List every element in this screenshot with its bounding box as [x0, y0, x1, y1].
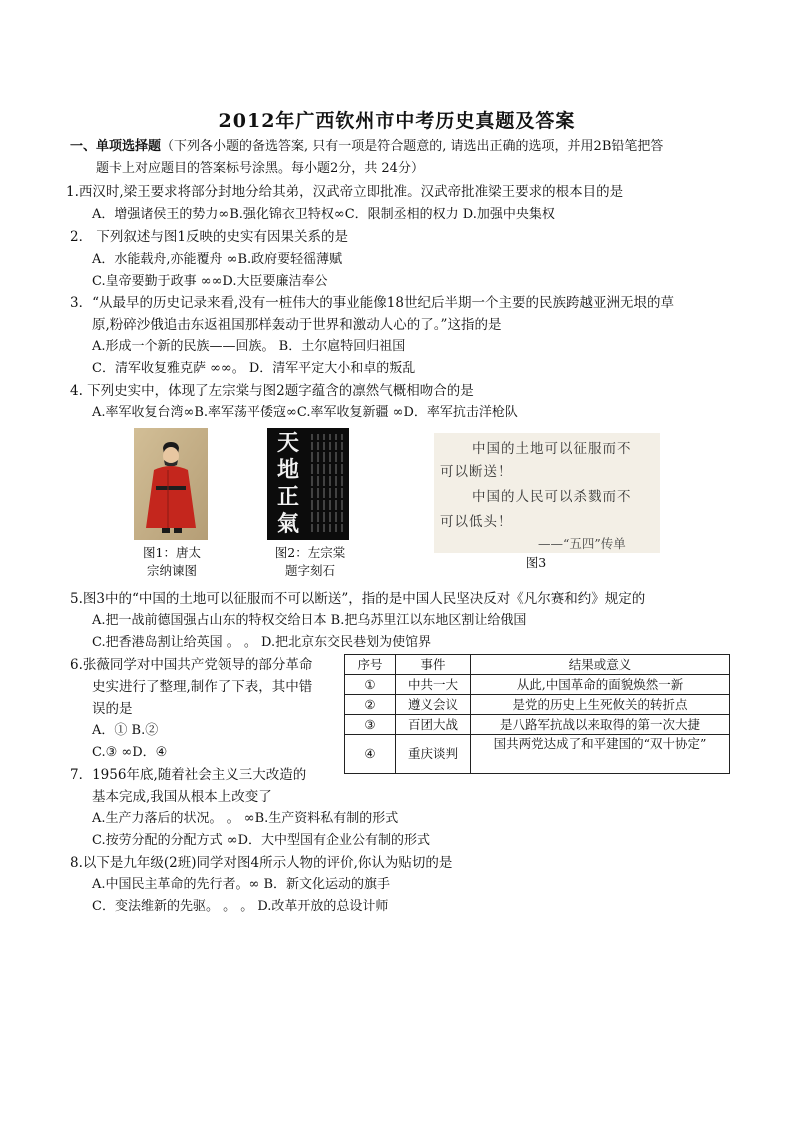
page-title: 2012年广西钦州市中考历史真题及答案 [218, 110, 576, 132]
question-6-stem: 6.张薇同学对中国共产党领导的部分革命 [70, 657, 313, 673]
question-3-options-cd: C．清军收复雅克萨 ∞∞。 D．清军平定大小和卓的叛乱 [92, 361, 416, 376]
table-cell-result: 是八路军抗战以来取得的第一次大捷 [471, 715, 730, 735]
figure-2-char-3: 正 [276, 484, 299, 510]
question-7-options-ab: A.生产力落后的状况。 。 ∞B.生产资料私有制的形式 [92, 811, 399, 826]
question-3-stem-cont: 原,粉碎沙俄追击东返祖国那样轰动于世界和激动人心的了。”这指的是 [92, 317, 502, 333]
table-cell-event: 重庆谈判 [396, 735, 471, 774]
figure-2-caption-line1: 图2：左宗棠 [274, 545, 346, 560]
figure-3-line1: 中国的土地可以征服而不 [472, 441, 632, 457]
table-row [345, 715, 730, 735]
table-cell-number: ① [345, 675, 396, 695]
question-8-stem: 8.以下是九年级(2班)同学对图4所示人物的评价,你认为贴切的是 [70, 855, 453, 871]
question-2-options-ab: A．水能载舟,亦能覆舟 ∞B.政府要轻徭薄赋 [92, 252, 343, 267]
question-2-options-cd: C.皇帝要勤于政事 ∞∞D.大臣要廉洁奉公 [92, 274, 328, 289]
events-table [344, 654, 730, 774]
figure-3-source: ——“五四”传单 [538, 536, 626, 551]
figure-1-caption-line2: 宗纳谏图 [146, 563, 197, 578]
table-cell-number: ④ [345, 735, 396, 774]
question-2-stem: 2． 下列叙述与图1反映的史实有因果关系的是 [70, 229, 348, 245]
question-7-stem: 7．1956年底,随着社会主义三大改造的 [70, 767, 307, 783]
figure-2-char-1: 天 [276, 430, 299, 456]
section-instruction: （下列各小题的备选答案, 只有一项是符合题意的, 请选出正确的选项，并用2B铅笔把答 [161, 139, 664, 154]
figure-2-char-2: 地 [276, 457, 299, 483]
question-3-stem: 3．“从最早的历史记录来看,没有一桩伟大的事业能像18世纪后半期一个主要的民族跨越亚洲无垠的草 [70, 295, 674, 311]
figure-3-line4: 可以低头！ [440, 514, 513, 530]
question-1-options: A．增强诸侯王的势力∞B.强化锦衣卫特权∞C．限制丞相的权力 D.加强中央集权 [92, 207, 555, 222]
table-row [345, 695, 730, 715]
question-3-options-ab: A.形成一个新的民族——回族。 B．土尔扈特回归祖国 [92, 339, 406, 354]
question-6-stem-cont2: 误的是 [92, 701, 133, 717]
question-5-stem: 5.图3中的“中国的土地可以征服而不可以断送”，指的是中国人民坚决反对《凡尔赛和约》规定的 [70, 591, 646, 607]
figure-1-emperor-painting [134, 428, 208, 540]
question-6-stem-cont: 史实进行了整理,制作了下表，其中错 [92, 679, 313, 695]
figure-3-line3: 中国的人民可以杀戮而不 [472, 489, 632, 505]
table-header-event: 事件 [396, 655, 471, 675]
table-cell-event: 遵义会议 [396, 695, 471, 715]
figure-3-caption: 图3 [525, 555, 547, 570]
figure-3-leaflet [434, 433, 660, 553]
table-cell-result: 国共两党达成了和平建国的“双十协定” [471, 735, 730, 774]
question-4-stem: 4. 下列史实中，体现了左宗棠与图2题字蕴含的凛然气概相吻合的是 [70, 383, 474, 399]
question-4-options: A.率军收复台湾∞B.率军荡平倭寇∞C.率军收复新疆 ∞D．率军抗击洋枪队 [92, 405, 518, 420]
table-cell-result: 是党的历史上生死攸关的转折点 [471, 695, 730, 715]
section-label: 一、单项选择题 [70, 139, 162, 154]
figure-3-line2: 可以断送！ [440, 464, 513, 480]
question-8-options-ab: A.中国民主革命的先行者。∞ B．新文化运动的旗手 [92, 877, 391, 892]
question-1-stem: 1.西汉时,梁王要求将部分封地分给其弟，汉武帝立即批准。汉武帝批准梁王要求的根本目的是 [66, 184, 624, 200]
question-7-options-cd: C.按劳分配的分配方式 ∞D．大中型国有企业公有制的形式 [92, 833, 431, 848]
question-8-options-cd: C．变法维新的先驱。 。 。 D.改革开放的总设计师 [92, 899, 389, 914]
figure-2-caption [258, 544, 362, 580]
figure-1-caption [124, 544, 220, 580]
question-5-options-cd: C.把香港岛割让给英国 。 。 D.把北京东交民巷划为使馆界 [92, 635, 432, 650]
question-6-options-cd: C.③ ∞D．④ [92, 745, 168, 760]
question-7-stem-cont: 基本完成,我国从根本上改变了 [92, 789, 272, 805]
question-6-options-ab: A．① B.② [92, 723, 159, 738]
figure-2-caption-line2: 题字刻石 [284, 563, 335, 578]
section-heading [70, 138, 663, 156]
table-row [345, 735, 730, 774]
table-cell-event: 中共一大 [396, 675, 471, 695]
figure-2-char-4: 氣 [276, 511, 299, 537]
table-cell-number: ③ [345, 715, 396, 735]
table-row [345, 675, 730, 695]
table-header-row [345, 655, 730, 675]
figure-2-calligraphy-stone [267, 428, 349, 540]
section-instruction-cont: 题卡上对应题目的答案标号涂黑。每小题2分，共 24分） [96, 161, 424, 176]
table-header-result: 结果或意义 [471, 655, 730, 675]
table-cell-number: ② [345, 695, 396, 715]
table-cell-event: 百团大战 [396, 715, 471, 735]
table-cell-result: 从此,中国革命的面貌焕然一新 [471, 675, 730, 695]
table-header-number: 序号 [345, 655, 396, 675]
figure-1-caption-line1: 图1：唐太 [143, 545, 201, 560]
question-5-options-ab: A.把一战前德国强占山东的特权交给日本 B.把乌苏里江以东地区割让给俄国 [92, 613, 527, 628]
